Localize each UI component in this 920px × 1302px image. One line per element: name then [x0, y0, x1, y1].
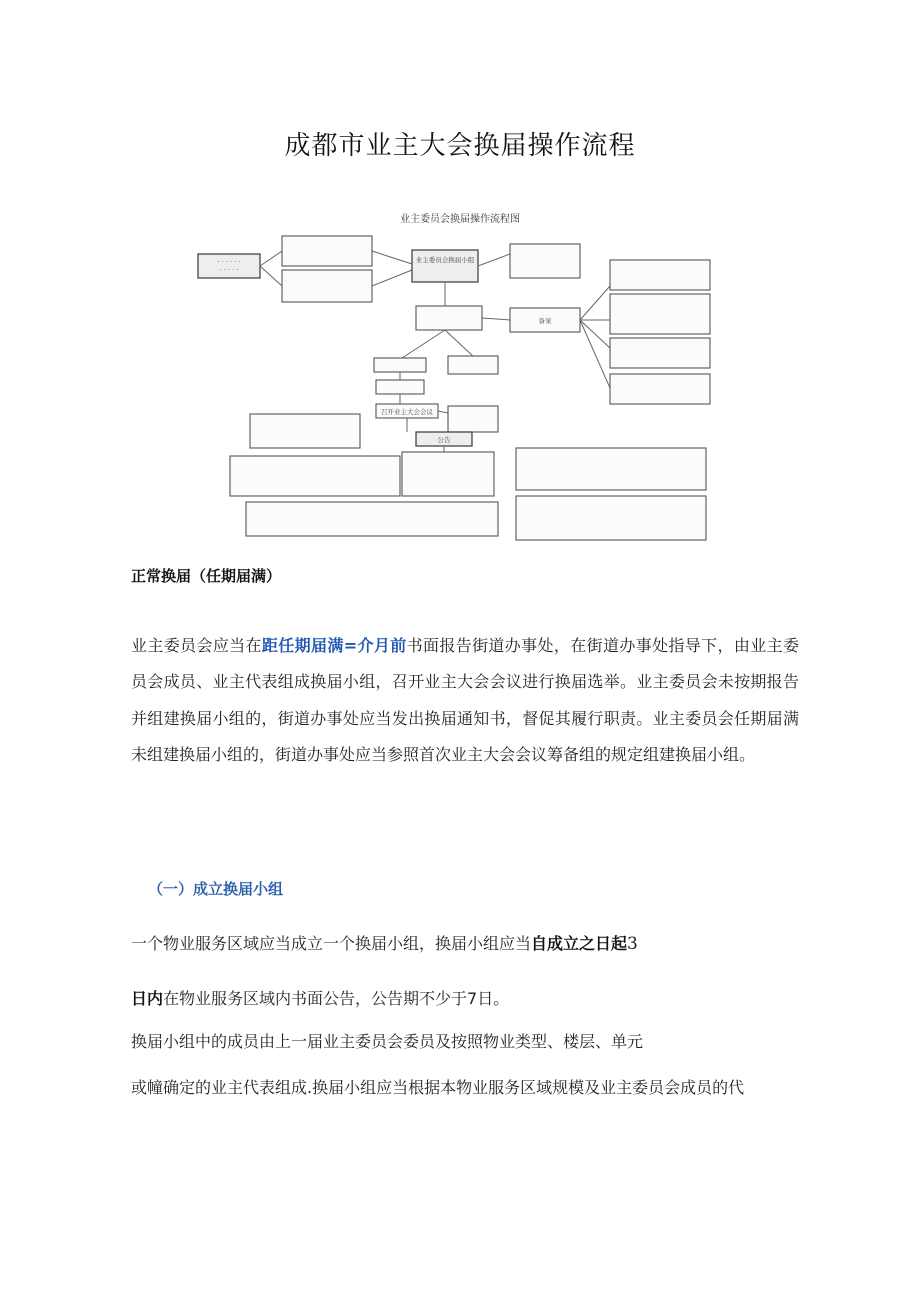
flow-connector: [372, 251, 412, 264]
flow-node: [250, 414, 360, 448]
paragraph-normal-renewal: [131, 628, 799, 773]
flow-node: [402, 452, 494, 496]
flow-connector: [478, 254, 510, 266]
section-heading-normal: 正常换届（任期届满）: [131, 567, 282, 585]
paragraph-line: 换届小组中的成员由上一届业主委员会委员及按照物业类型、楼层、单元: [131, 1032, 644, 1051]
flow-node: [516, 496, 706, 540]
flow-node: [230, 456, 400, 496]
para-text: 一个物业服务区域应当成立一个换届小组，换届小组应当: [131, 934, 532, 953]
flow-node: [376, 380, 424, 394]
flow-connector: [438, 411, 448, 413]
flow-connector: [580, 320, 610, 348]
number-text: 3: [627, 934, 638, 954]
flow-connector: [372, 270, 412, 286]
flow-node-text: 召开业主大会会议: [381, 408, 433, 416]
flow-node: [610, 338, 710, 368]
flow-node-text: · · · · ·: [219, 266, 239, 274]
flow-connector: [445, 330, 475, 358]
flow-node-text: · · · · · ·: [217, 258, 241, 266]
bold-text: 日内: [131, 989, 164, 1008]
subsection-heading: （一）成立换届小组: [148, 880, 284, 898]
flow-node: [510, 244, 580, 278]
bold-text: 自成立之日起: [531, 934, 628, 953]
flow-node: [610, 294, 710, 334]
flow-node: [448, 356, 498, 374]
flow-node: [610, 260, 710, 290]
flow-node: [516, 448, 706, 490]
flowchart-image: [190, 208, 730, 548]
flow-connector: [580, 320, 610, 388]
para-text: 书面报告街道办事处，在街道办事处指导下，由业主委员会成员、业主代表组成换届小组，召开业主大会会议进行换届选举。业主委员会未按期报告并组建换届小组的，街道办事处应当发出换届通知书，督促其履行职责。业主委员会任期届满未组建换届小组的，街道办事处应当参照首次业主大会会议筹备组的规定组建换届小组。: [131, 636, 799, 764]
paragraph-line: 或幢确定的业主代表组成.换届小组应当根据本物业服务区域规模及业主委员会成员的代: [131, 1078, 745, 1097]
flow-node-text: 公告: [437, 436, 451, 444]
flow-node: [374, 358, 426, 372]
flow-connector: [260, 251, 282, 266]
flow-node: [282, 270, 372, 302]
flow-node-text: 业主委员会换届小组: [415, 256, 475, 264]
deadline-highlight: 距任期届满=介月前: [261, 636, 407, 655]
flow-connector: [482, 318, 510, 320]
flow-connector: [402, 330, 445, 358]
flow-node: [282, 236, 372, 266]
flow-node: [448, 406, 498, 432]
flow-node: [412, 250, 478, 282]
document-title: 成都市业主大会换届操作流程: [284, 131, 636, 161]
paragraph-line: [131, 986, 509, 1009]
flow-connector: [260, 266, 282, 286]
flow-connector: [580, 286, 610, 320]
flow-node: [610, 374, 710, 404]
flow-node: [416, 306, 482, 330]
flowchart-title: 业主委员会换届操作流程图: [400, 214, 520, 225]
flow-node: [246, 502, 498, 536]
para-text: 业主委员会应当在: [131, 636, 262, 655]
para-text: 在物业服务区域内书面公告，公告期不少于7日。: [163, 989, 510, 1008]
flow-node-text: 备案: [538, 317, 552, 325]
flowchart-diagram: [190, 208, 730, 548]
paragraph-line: [131, 931, 638, 954]
